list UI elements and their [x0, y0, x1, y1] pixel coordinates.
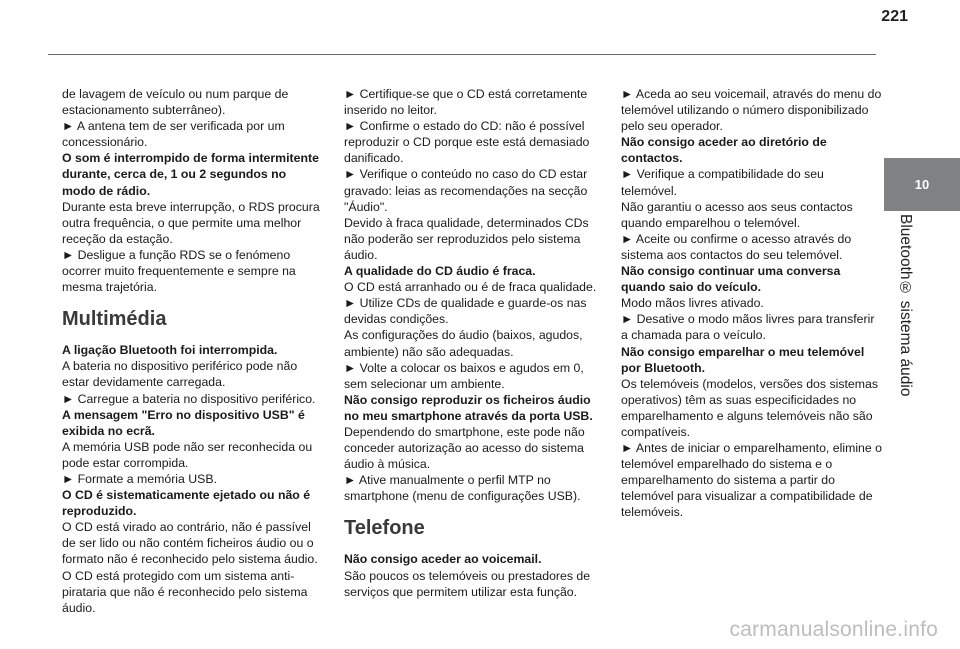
problem-title: A mensagem "Erro no dispositivo USB" é exibida no ecrã.: [62, 407, 305, 438]
problem-title: Não consigo reproduzir os ficheiros áudio no meu smartphone através da porta USB.: [344, 392, 593, 423]
section-heading: Telefone: [344, 517, 425, 540]
chapter-number: 10: [914, 177, 930, 192]
chapter-title: Bluetooth® sistema áudio: [897, 214, 914, 397]
chapter-tab: [884, 158, 960, 211]
paragraph: ► Verifique a compatibilidade do seu telemóvel.: [621, 167, 824, 198]
paragraph: ► Ative manualmente o perfil MTP no smartphone (menu de configurações USB).: [344, 473, 581, 504]
text-column-2: [344, 86, 606, 600]
problem-title: Não consigo continuar uma conversa quando saio do veículo.: [621, 264, 841, 295]
paragraph: ► Desligue a função RDS se o fenómeno ocorrer muito frequentemente e sempre na mesma trajetória.: [62, 247, 296, 295]
page-number: 221: [881, 8, 908, 25]
paragraph: São poucos os telemóveis ou prestadores de serviços que permitem utilizar esta função.: [344, 568, 591, 599]
paragraph: O CD está arranhado ou é de fraca qualidade.: [344, 280, 597, 295]
watermark: carmanualsonline.info: [729, 618, 938, 641]
paragraph: ► Antes de iniciar o emparelhamento, elimine o telemóvel emparelhado do sistema e o emparelhamento do sistema a partir do telemóvel para visualizar a compatibilidade de telemóveis.: [621, 441, 882, 520]
paragraph: Os telemóveis (modelos, versões dos sistemas operativos) têm as suas especificidades no emparelhamento e alguns telemóveis não são compatíveis.: [621, 376, 878, 439]
paragraph: Não garantiu o acesso aos seus contactos quando emparelhou o telemóvel.: [621, 199, 853, 230]
header-divider: [48, 54, 876, 55]
problem-title: Não consigo aceder ao diretório de contactos.: [621, 135, 827, 166]
problem-title: O som é interrompido de forma intermitente durante, cerca de, 1 ou 2 segundos no modo de rádio.: [62, 151, 319, 198]
paragraph: ► Verifique o conteúdo no caso do CD estar gravado: leias as recomendações na secção "Áudio".: [344, 167, 588, 214]
paragraph: A bateria no dispositivo periférico pode não estar devidamente carregada.: [62, 359, 298, 390]
paragraph: As configurações do áudio (baixos, agudos, ambiente) não são adequadas.: [344, 328, 583, 359]
paragraph: Durante esta breve interrupção, o RDS procura outra frequência, o que permite uma melhor receção da estação.: [62, 199, 320, 246]
paragraph: ► Desative o modo mãos livres para transferir a chamada para o veículo.: [621, 312, 875, 343]
section-heading: Multimédia: [62, 308, 167, 331]
paragraph: Modo mãos livres ativado.: [621, 296, 764, 311]
paragraph: ► Certifique-se que o CD está corretamente inserido no leitor.: [344, 87, 588, 118]
paragraph: A memória USB pode não ser reconhecida ou pode estar corrompida.: [62, 439, 313, 470]
paragraph: ► Aceda ao seu voicemail, através do menu do telemóvel utilizando o número disponibilizado pelo seu operador.: [621, 87, 882, 134]
problem-title: Não consigo aceder ao voicemail.: [344, 552, 542, 567]
paragraph: ► Carregue a bateria no dispositivo periférico.: [62, 391, 316, 406]
paragraph: Devido à fraca qualidade, determinados CDs não poderão ser reproduzidos pelo sistema áudio.: [344, 215, 589, 262]
text-column-1: [62, 86, 320, 616]
paragraph: de lavagem de veículo ou num parque de estacionamento subterrâneo).: [62, 87, 289, 118]
paragraph: ► Utilize CDs de qualidade e guarde-os nas devidas condições.: [344, 296, 587, 327]
paragraph: Dependendo do smartphone, este pode não conceder autorização ao acesso do sistema áudio à música.: [344, 424, 585, 472]
problem-title: A ligação Bluetooth foi interrompida.: [62, 343, 278, 358]
paragraph: ► Confirme o estado do CD: não é possível reproduzir o CD porque este está demasiado danificado.: [344, 119, 590, 166]
text-column-3: [621, 86, 883, 521]
paragraph: ► Aceite ou confirme o acesso através do sistema aos contactos do seu telemóvel.: [621, 231, 852, 262]
problem-title: O CD é sistematicamente ejetado ou não é reproduzido.: [62, 488, 311, 519]
problem-title: A qualidade do CD áudio é fraca.: [344, 264, 536, 279]
paragraph: ► Formate a memória USB.: [62, 471, 217, 486]
paragraph: ► Volte a colocar os baixos e agudos em 0, sem selecionar um ambiente.: [344, 360, 584, 391]
paragraph: ► A antena tem de ser verificada por um concessionário.: [62, 119, 285, 150]
problem-title: Não consigo emparelhar o meu telemóvel por Bluetooth.: [621, 344, 865, 375]
paragraph: O CD está virado ao contrário, não é passível de ser lido ou não contém ficheiros áudio ou o formato não é reconhecido pelo sistema áudio.: [62, 520, 318, 567]
paragraph: O CD está protegido com um sistema anti-pirataria que não é reconhecido pelo sistema áudio.: [62, 568, 308, 615]
